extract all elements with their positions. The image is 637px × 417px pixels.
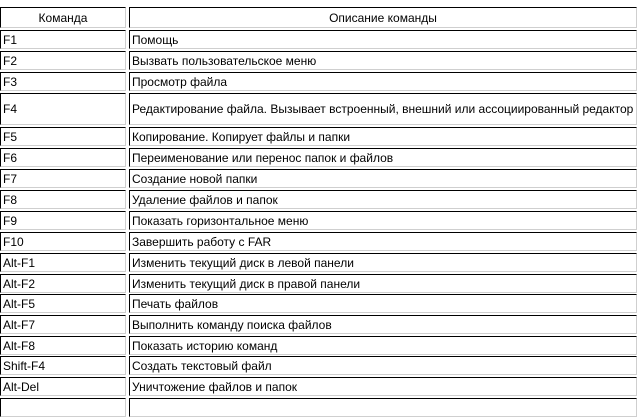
- description-cell: [129, 356, 637, 375]
- command-description: Переименование или перенос папок и файлов: [132, 150, 394, 165]
- command-description: Редактирование файла. Вызывает встроенный, внешний или ассоциированный редактор: [132, 102, 634, 116]
- command-description: Создать текстовый файл: [132, 358, 272, 373]
- command-description: Изменить текущий диск в правой панели: [132, 276, 361, 291]
- command-key: F8: [3, 192, 18, 207]
- description-cell: [129, 315, 637, 334]
- command-key: F10: [3, 234, 24, 249]
- description-cell: [129, 51, 637, 70]
- command-description: Удаление файлов и папок: [132, 192, 278, 207]
- description-cell: [129, 336, 637, 355]
- command-description: Показать горизонтальное меню: [132, 213, 309, 228]
- description-cell: [129, 190, 637, 209]
- command-key: Alt-F5: [3, 296, 36, 311]
- table-row: [0, 377, 637, 396]
- description-cell: [129, 127, 637, 146]
- table-row: [0, 211, 637, 230]
- description-cell: [129, 30, 637, 49]
- table-row: [0, 336, 637, 355]
- table-row: [0, 253, 637, 272]
- command-key: F7: [3, 171, 18, 186]
- command-key: F2: [3, 53, 18, 68]
- command-key: Alt-F7: [3, 317, 36, 332]
- command-key: Alt-Del: [3, 379, 40, 394]
- command-cell: [0, 169, 126, 188]
- command-cell: [0, 72, 126, 91]
- command-key: Alt-F8: [3, 338, 36, 353]
- command-key: F4: [3, 102, 18, 116]
- description-cell: [129, 398, 637, 417]
- command-cell: [0, 232, 126, 251]
- command-key: F3: [3, 74, 18, 89]
- command-key: F9: [3, 213, 18, 228]
- table-row: [0, 398, 637, 417]
- command-cell: [0, 315, 126, 334]
- command-key: F1: [3, 32, 18, 47]
- table-row: [0, 72, 637, 91]
- command-description: Копирование. Копирует файлы и папки: [132, 129, 351, 144]
- description-cell: [129, 211, 637, 230]
- description-cell: [129, 294, 637, 313]
- description-cell: [129, 148, 637, 167]
- command-key: Shift-F4: [3, 358, 46, 373]
- command-key: F6: [3, 150, 18, 165]
- table-row: [0, 127, 637, 146]
- table-row: [0, 93, 637, 125]
- command-cell: [0, 398, 126, 417]
- command-cell: [0, 51, 126, 70]
- description-cell: [129, 232, 637, 251]
- table-row: [0, 294, 637, 313]
- command-cell: [0, 356, 126, 375]
- description-cell: [129, 93, 637, 125]
- description-cell: [129, 253, 637, 272]
- command-cell: [0, 127, 126, 146]
- table-row: [0, 190, 637, 209]
- command-cell: [0, 211, 126, 230]
- command-description: Уничтожение файлов и папок: [132, 379, 298, 394]
- command-key: F5: [3, 129, 18, 144]
- command-description: Выполнить команду поиска файлов: [132, 317, 332, 332]
- command-cell: [0, 336, 126, 355]
- command-cell: [0, 190, 126, 209]
- command-description: Помощь: [132, 32, 179, 47]
- command-description: Просмотр файла: [132, 74, 228, 89]
- command-cell: [0, 377, 126, 396]
- description-cell: [129, 377, 637, 396]
- table-header-row: [0, 7, 637, 28]
- command-cell: [0, 30, 126, 49]
- table-row: [0, 148, 637, 167]
- table-row: [0, 30, 637, 49]
- command-cell: [0, 274, 126, 293]
- command-key: Alt-F2: [3, 276, 36, 291]
- description-cell: [129, 72, 637, 91]
- header-description-label: Описание команды: [329, 10, 437, 25]
- command-description: Показать историю команд: [132, 338, 278, 353]
- command-cell: [0, 253, 126, 272]
- header-description: [129, 7, 637, 28]
- command-cell: [0, 93, 126, 125]
- command-description: Завершить работу с FAR: [132, 234, 272, 249]
- table-row: [0, 356, 637, 375]
- header-command-label: Команда: [38, 10, 88, 25]
- command-description: Изменить текущий диск в левой панели: [132, 255, 354, 270]
- command-description: Создание новой папки: [132, 171, 258, 186]
- description-cell: [129, 274, 637, 293]
- command-key: Alt-F1: [3, 255, 36, 270]
- command-description: Печать файлов: [132, 296, 219, 311]
- description-cell: [129, 169, 637, 188]
- table-row: [0, 169, 637, 188]
- command-cell: [0, 148, 126, 167]
- table-row: [0, 232, 637, 251]
- table-row: [0, 315, 637, 334]
- header-command: [0, 7, 126, 28]
- table-row: [0, 274, 637, 293]
- command-description: Вызвать пользовательское меню: [132, 53, 317, 68]
- command-cell: [0, 294, 126, 313]
- table-row: [0, 51, 637, 70]
